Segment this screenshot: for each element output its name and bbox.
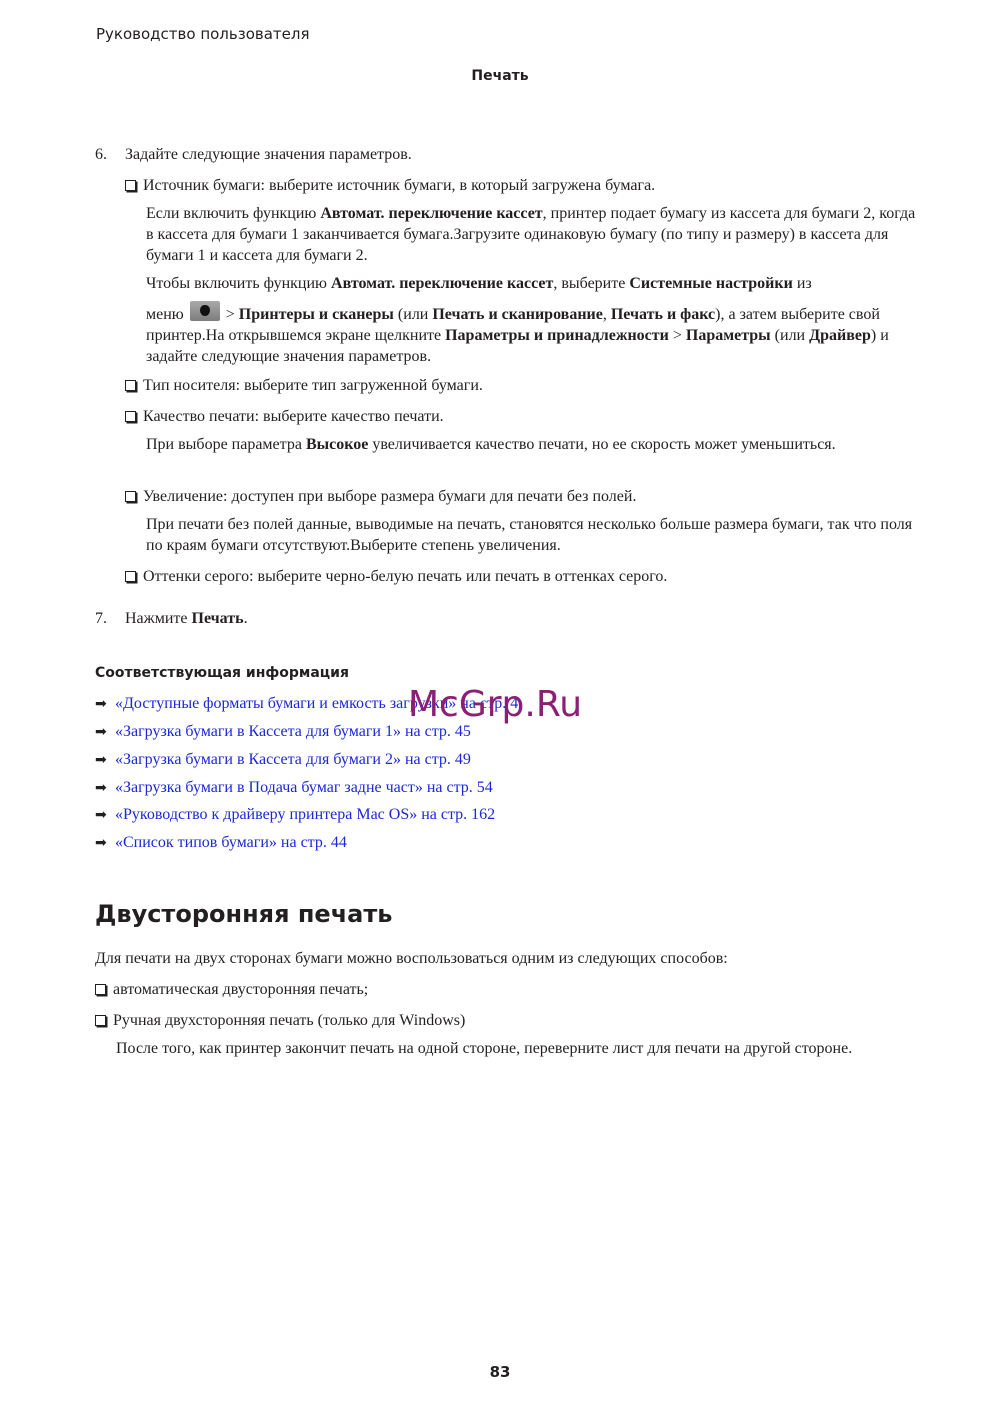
- paragraph: [146, 273, 916, 294]
- paragraph: При печати без полей данные, выводимые на печать, становятся несколько больше размера бумаги, так что поля по краям бумаги отсутствуют.Выберите степень увеличения.: [146, 516, 913, 554]
- page-number: 83: [489, 1363, 511, 1381]
- related-link[interactable]: «Доступные форматы бумаги и емкость загрузки» на стр. 4: [115, 695, 519, 712]
- document-title: Руководство пользователя: [96, 25, 310, 43]
- step-number: 6.: [95, 146, 107, 163]
- list-item: [125, 375, 483, 396]
- list-item-text: Источник бумаги: выберите источник бумаги, в который загружена бумага.: [143, 177, 656, 194]
- list-item-text: Оттенки серого: выберите черно-белую печать или печать в оттенках серого.: [143, 568, 668, 585]
- text-run: ,: [602, 306, 611, 323]
- right-arrow-icon: ➡: [95, 725, 107, 740]
- text-run: (или: [393, 306, 433, 323]
- checkbox-bullet-icon: [95, 984, 106, 995]
- list-item-text: Тип носителя: выберите тип загруженной бумаги.: [143, 377, 483, 394]
- related-link-row: [95, 749, 471, 771]
- bold-term: Печать: [191, 610, 244, 627]
- text-run: ) и задайте следующие значения параметров.: [146, 327, 889, 365]
- paragraph: Для печати на двух сторонах бумаги можно воспользоваться одним из следующих способов:: [95, 950, 728, 967]
- related-link-row: [95, 777, 493, 799]
- paragraph: [146, 301, 916, 367]
- bold-term: Автомат. переключение кассет: [331, 275, 554, 292]
- bold-term: Системные настройки: [629, 275, 793, 292]
- watermark: McGrp.Ru: [408, 684, 583, 725]
- text-run: >: [221, 306, 239, 323]
- bold-term: Параметры: [685, 327, 771, 344]
- right-arrow-icon: ➡: [95, 836, 107, 851]
- text-run: ), а затем выберите свой принтер.На открывшемся экране щелкните: [146, 306, 880, 344]
- list-item: [125, 406, 444, 427]
- bold-term: Параметры и принадлежности: [445, 327, 669, 344]
- paragraph: [146, 203, 916, 266]
- list-item: [95, 979, 368, 1000]
- bold-term: Печать и факс: [610, 306, 716, 323]
- text-run: При выборе параметра: [146, 436, 306, 453]
- right-arrow-icon: ➡: [95, 753, 107, 768]
- related-link[interactable]: «Загрузка бумаги в Кассета для бумаги 1» на стр. 45: [115, 723, 471, 740]
- checkbox-bullet-icon: [95, 1015, 106, 1026]
- paragraph: [146, 434, 916, 455]
- bold-term: Печать и сканирование: [432, 306, 603, 323]
- text-run: меню: [146, 306, 188, 323]
- apple-icon: [190, 301, 220, 321]
- list-item-text: Качество печати: выберите качество печати.: [143, 408, 444, 425]
- related-link-row: [95, 804, 495, 826]
- step-text: Задайте следующие значения параметров.: [125, 146, 412, 163]
- list-item-text: Увеличение: доступен при выборе размера бумаги для печати без полей.: [143, 488, 637, 505]
- related-link[interactable]: «Список типов бумаги» на стр. 44: [115, 834, 347, 851]
- step-number: 7.: [95, 610, 107, 627]
- text-run: Чтобы включить функцию: [146, 275, 332, 292]
- related-info-title: Соответствующая информация: [95, 665, 349, 681]
- section-header: Печать: [471, 68, 529, 84]
- list-item-text: Ручная двухсторонняя печать (только для Windows): [113, 1012, 466, 1029]
- list-item: [95, 1010, 465, 1031]
- text-run: (или: [770, 327, 810, 344]
- related-link[interactable]: «Руководство к драйверу принтера Mac OS» на стр. 162: [115, 806, 496, 823]
- checkbox-bullet-icon: [125, 571, 136, 582]
- list-item: [125, 566, 667, 587]
- text-run: >: [668, 327, 686, 344]
- step-7: [95, 608, 248, 629]
- checkbox-bullet-icon: [125, 411, 136, 422]
- text-run: увеличивается качество печати, но ее скорость может уменьшиться.: [368, 436, 836, 453]
- related-link-row: [95, 832, 347, 854]
- list-item: [125, 486, 636, 507]
- bold-term: Принтеры и сканеры: [238, 306, 394, 323]
- paragraph: После того, как принтер закончит печать на одной стороне, переверните лист для печати на другой стороне.: [116, 1040, 853, 1057]
- related-link[interactable]: «Загрузка бумаги в Кассета для бумаги 2» на стр. 49: [115, 751, 471, 768]
- list-item-text: автоматическая двусторонняя печать;: [113, 981, 369, 998]
- right-arrow-icon: ➡: [95, 808, 107, 823]
- text-run: , выберите: [553, 275, 630, 292]
- right-arrow-icon: ➡: [95, 697, 107, 712]
- bold-term: Драйвер: [809, 327, 871, 344]
- text-run: , принтер подает бумагу из кассета для бумаги 2, когда в кассета для бумаги 1 заканчивается бумага.Загрузите одинаковую бумагу (по типу и размеру) в кассета для бумаги 1 и кассета для бумаги 2.: [146, 205, 916, 264]
- checkbox-bullet-icon: [125, 380, 136, 391]
- related-link[interactable]: «Загрузка бумаги в Подача бумаг задне част» на стр. 54: [115, 779, 493, 796]
- text-run: Если включить функцию: [146, 205, 321, 222]
- bold-term: Автомат. переключение кассет: [320, 205, 543, 222]
- checkbox-bullet-icon: [125, 180, 136, 191]
- right-arrow-icon: ➡: [95, 781, 107, 796]
- bold-term: Высокое: [305, 436, 369, 453]
- step-6: [95, 144, 412, 165]
- checkbox-bullet-icon: [125, 491, 136, 502]
- list-item: [125, 175, 655, 196]
- section-heading: Двусторонняя печать: [95, 900, 393, 928]
- text-run: .: [243, 610, 248, 627]
- text-run: из: [792, 275, 812, 292]
- text-run: Нажмите: [125, 610, 192, 627]
